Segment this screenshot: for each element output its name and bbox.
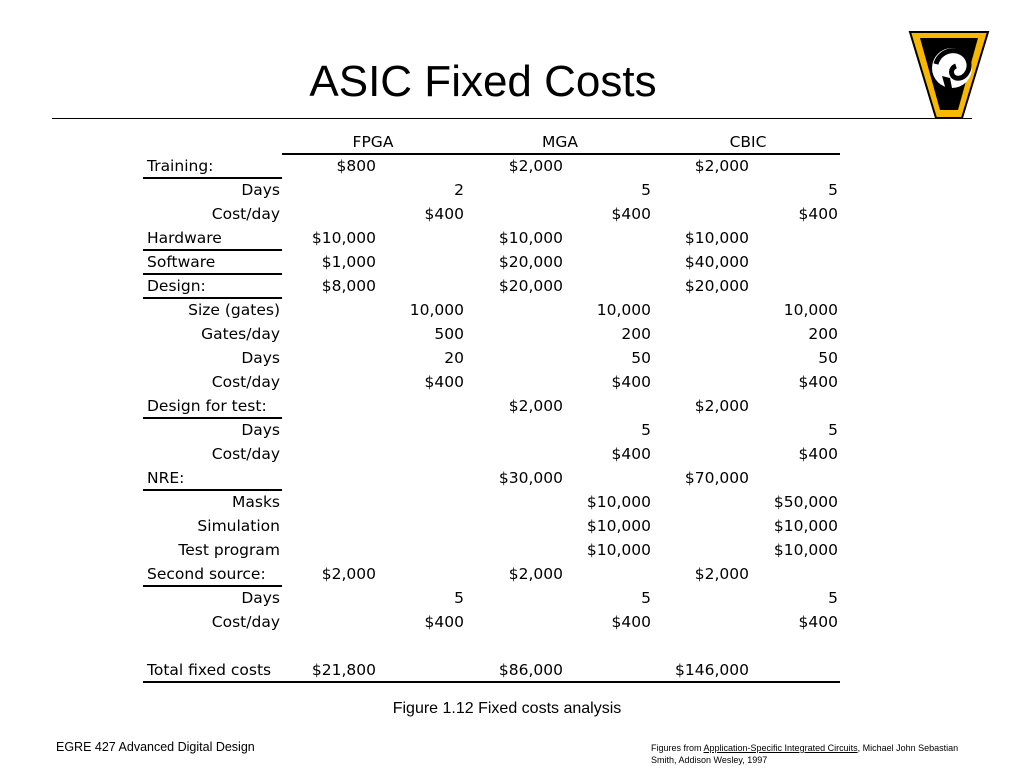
row-label-underline	[143, 249, 282, 251]
cost-value: $2,000	[508, 397, 563, 415]
total-rule	[282, 681, 840, 683]
sub-value: $400	[611, 373, 651, 391]
sub-row-label: Cost/day	[211, 205, 280, 223]
row-label-underline	[143, 273, 282, 275]
sub-value: $400	[611, 205, 651, 223]
sub-value: $50,000	[773, 493, 838, 511]
cost-value: $2,000	[694, 157, 749, 175]
sub-row-label: Days	[241, 349, 280, 367]
sub-row-label: Days	[241, 181, 280, 199]
column-header: CBIC	[729, 133, 767, 151]
cost-value: $2,000	[694, 397, 749, 415]
row-label-underline	[143, 489, 282, 491]
row-label: Hardware	[147, 229, 222, 247]
cost-value: $2,000	[694, 565, 749, 583]
sub-value: $10,000	[586, 493, 651, 511]
sub-value: $400	[798, 373, 838, 391]
credit-prefix: Figures from	[651, 743, 704, 753]
sub-row-label: Test program	[178, 541, 280, 559]
column-header: FPGA	[352, 133, 394, 151]
cost-value: $10,000	[311, 229, 376, 247]
cost-value: $1,000	[321, 253, 376, 271]
cost-value: $800	[336, 157, 376, 175]
sub-value: 50	[631, 349, 651, 367]
cost-value: $20,000	[684, 277, 749, 295]
sub-value: 5	[641, 421, 651, 439]
sub-value: 5	[454, 589, 464, 607]
sub-value: 5	[641, 181, 651, 199]
sub-value: $10,000	[773, 541, 838, 559]
cost-value: $146,000	[675, 661, 749, 679]
sub-value: $400	[798, 613, 838, 631]
sub-row-label: Simulation	[197, 517, 280, 535]
sub-value: 20	[444, 349, 464, 367]
row-label: Second source:	[147, 565, 266, 583]
sub-value: 5	[828, 589, 838, 607]
sub-value: 10,000	[409, 301, 464, 319]
sub-value: $400	[798, 205, 838, 223]
row-label: NRE:	[147, 469, 185, 487]
row-label-underline	[143, 417, 282, 419]
sub-value: 50	[818, 349, 838, 367]
slide-title: ASIC Fixed Costs	[309, 57, 657, 106]
credit-suffix: , Michael John Sebastian Smith, Addison Wesley, 1997	[651, 743, 959, 765]
cost-value: $20,000	[498, 277, 563, 295]
cost-value: $8,000	[321, 277, 376, 295]
sub-value: 200	[808, 325, 838, 343]
header-rule	[282, 153, 840, 155]
cost-value: $40,000	[684, 253, 749, 271]
sub-value: $400	[611, 445, 651, 463]
row-label-underline	[143, 681, 282, 683]
cost-value: $10,000	[684, 229, 749, 247]
sub-value: 200	[621, 325, 651, 343]
row-label-underline	[143, 585, 282, 587]
sub-value: 5	[828, 181, 838, 199]
sub-row-label: Size (gates)	[188, 301, 280, 319]
sub-value: $400	[611, 613, 651, 631]
course-footer: EGRE 427 Advanced Digital Design	[56, 740, 255, 754]
row-label-underline	[143, 297, 282, 299]
sub-value: $10,000	[586, 541, 651, 559]
cost-value: $70,000	[684, 469, 749, 487]
sub-row-label: Masks	[232, 493, 280, 511]
sub-row-label: Days	[241, 589, 280, 607]
row-label: Design for test:	[147, 397, 267, 415]
sub-value: $10,000	[773, 517, 838, 535]
sub-value: $400	[424, 205, 464, 223]
sub-value: $10,000	[586, 517, 651, 535]
cost-value: $2,000	[321, 565, 376, 583]
row-label: Total fixed costs	[147, 661, 272, 679]
cost-value: $30,000	[498, 469, 563, 487]
sub-value: $400	[424, 613, 464, 631]
sub-row-label: Days	[241, 421, 280, 439]
row-label: Training:	[147, 157, 214, 175]
sub-row-label: Gates/day	[201, 325, 280, 343]
sub-value: 10,000	[783, 301, 838, 319]
figure-credit	[651, 742, 971, 766]
sub-value: 10,000	[596, 301, 651, 319]
sub-value: 5	[828, 421, 838, 439]
sub-row-label: Cost/day	[211, 613, 280, 631]
cost-value: $2,000	[508, 157, 563, 175]
row-label: Software	[147, 253, 216, 271]
cost-value: $86,000	[498, 661, 563, 679]
sub-value: 2	[454, 181, 464, 199]
row-label: Design:	[147, 277, 206, 295]
sub-value: 5	[641, 589, 651, 607]
sub-row-label: Cost/day	[211, 445, 280, 463]
figure-caption: Figure 1.12 Fixed costs analysis	[392, 700, 622, 717]
sub-value: 500	[434, 325, 464, 343]
book-title-link[interactable]: Application-Specific Integrated Circuits	[703, 743, 858, 753]
cost-value: $20,000	[498, 253, 563, 271]
sub-value: $400	[424, 373, 464, 391]
sub-value: $400	[798, 445, 838, 463]
column-header: MGA	[542, 133, 578, 151]
sub-row-label: Cost/day	[211, 373, 280, 391]
cost-value: $10,000	[498, 229, 563, 247]
cost-value: $21,800	[311, 661, 376, 679]
cost-value: $2,000	[508, 565, 563, 583]
row-label-underline	[143, 177, 282, 179]
